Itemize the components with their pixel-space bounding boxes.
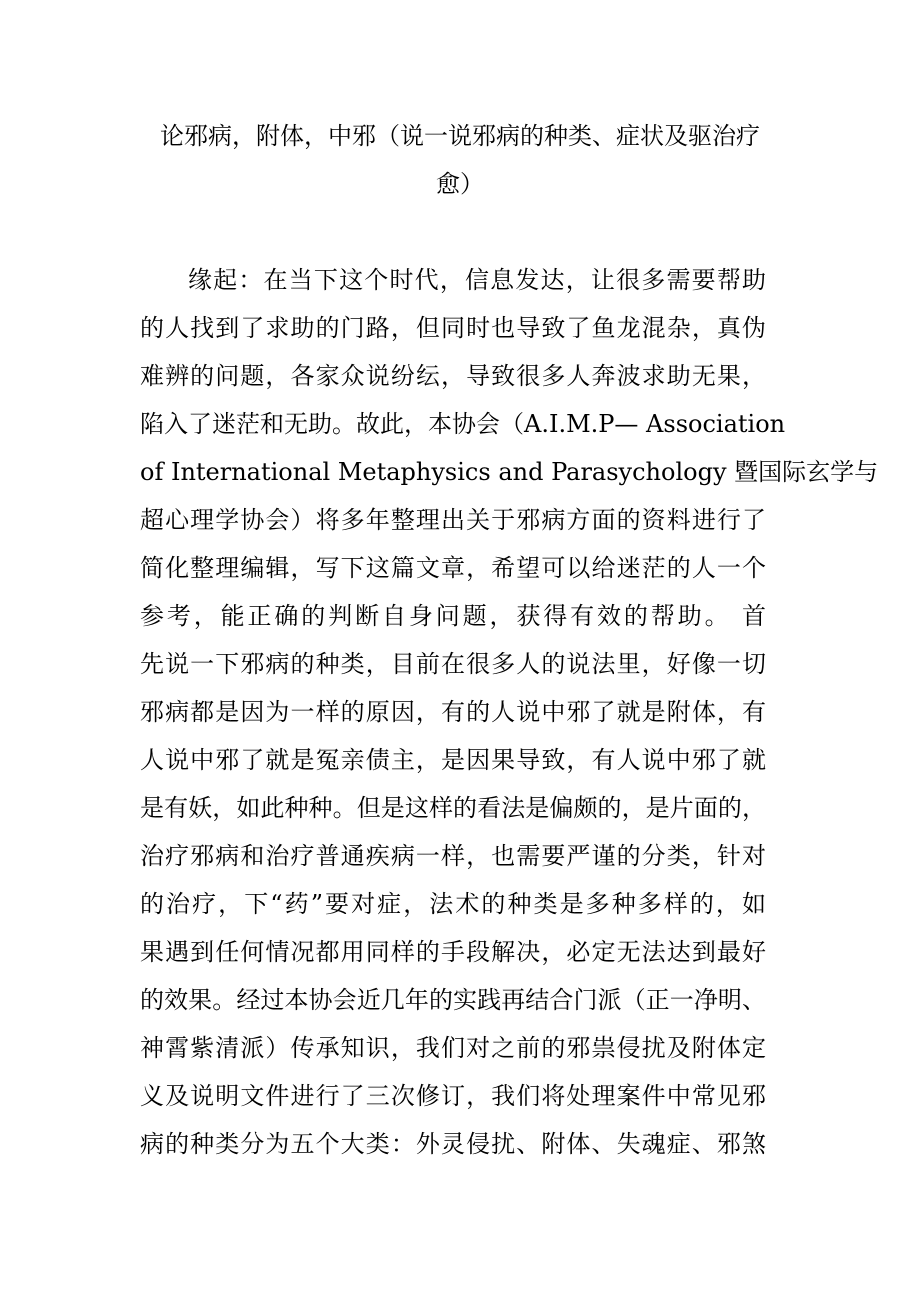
paragraph-line: 义及说明文件进行了三次修订，我们将处理案件中常见邪	[140, 1082, 766, 1110]
paragraph-line: 的治疗，下“药”要对症，法术的种类是多种多样的，如	[140, 890, 766, 918]
paragraph-line: 陷入了迷茫和无助。故此，本协会（A.I.M.P— Association	[140, 410, 786, 438]
paragraph-line: 参考，能正确的判断自身问题，获得有效的帮助。 首	[140, 602, 766, 630]
paragraph-line: 的效果。经过本协会近几年的实践再结合门派（正一净明、	[140, 986, 766, 1014]
paragraph-line: 超心理学协会）将多年整理出关于邪病方面的资料进行了	[140, 506, 766, 534]
paragraph-line: 病的种类分为五个大类：外灵侵扰、附体、失魂症、邪煞	[140, 1130, 766, 1158]
paragraph-line: of International Metaphysics and Parasychology 暨国际玄学与	[140, 458, 879, 486]
paragraph-line: 先说一下邪病的种类，目前在很多人的说法里，好像一切	[140, 650, 766, 678]
paragraph-line: 果遇到任何情况都用同样的手段解决，必定无法达到最好	[140, 938, 766, 966]
paragraph-line: 的人找到了求助的门路，但同时也导致了鱼龙混杂，真伪	[140, 314, 766, 342]
paragraph-line: 人说中邪了就是冤亲债主，是因果导致，有人说中邪了就	[140, 746, 766, 774]
paragraph-line: 神霄紫清派）传承知识，我们对之前的邪祟侵扰及附体定	[140, 1034, 766, 1062]
document-title-line-1: 论邪病，附体，中邪（说一说邪病的种类、症状及驱治疗	[160, 122, 760, 150]
document-title-line-2: 愈）	[436, 170, 484, 198]
paragraph-line: 治疗邪病和治疗普通疾病一样，也需要严谨的分类，针对	[140, 842, 766, 870]
paragraph-line: 难辨的问题，各家众说纷纭，导致很多人奔波求助无果，	[140, 362, 766, 390]
paragraph-line: 是有妖，如此种种。但是这样的看法是偏颇的，是片面的，	[140, 794, 766, 822]
paragraph-line: 邪病都是因为一样的原因，有的人说中邪了就是附体，有	[140, 698, 766, 726]
paragraph-line: 缘起：在当下这个时代，信息发达，让很多需要帮助	[188, 266, 766, 294]
paragraph-line: 简化整理编辑，写下这篇文章，希望可以给迷茫的人一个	[140, 554, 766, 582]
